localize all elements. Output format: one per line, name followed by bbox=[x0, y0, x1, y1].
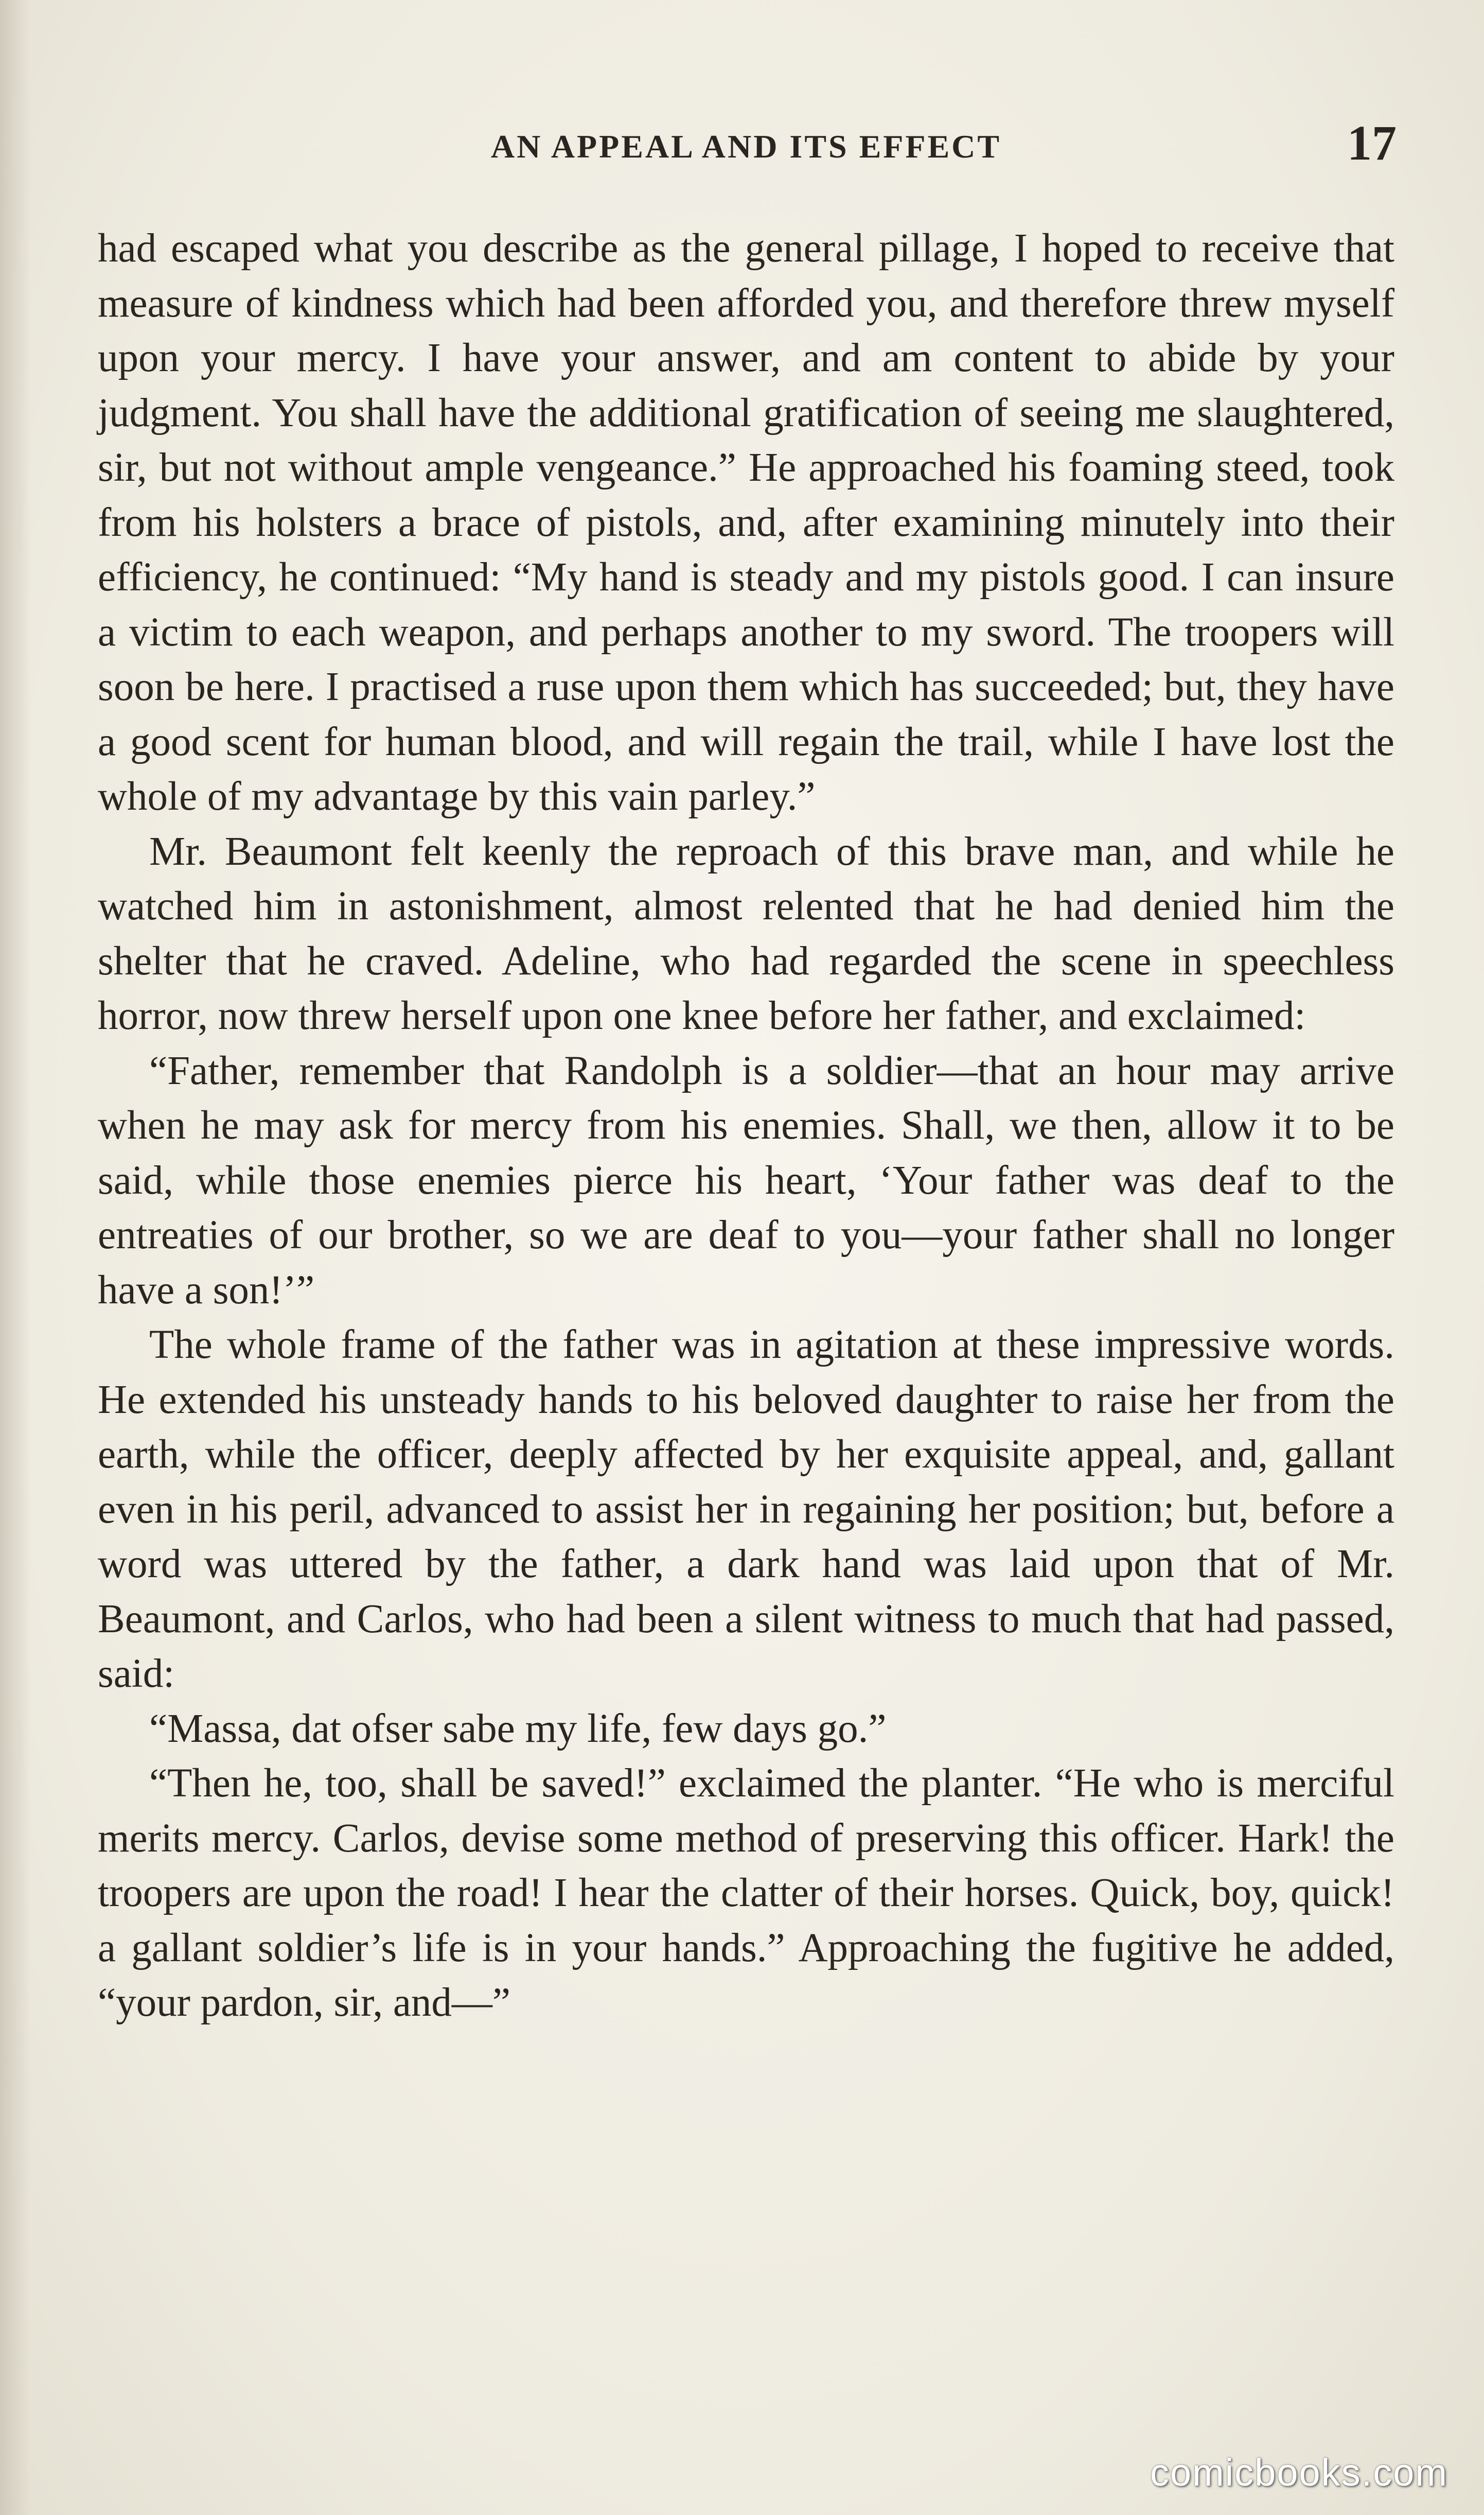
paragraph-1: had escaped what you describe as the general pillage, I hoped to receive that measure of kindness which had been afforded you, and therefore threw myself upon your mercy. I have your answer, and am content to abide by your judgment. You shall have the additional gratification of seeing me slaughtered, sir, but not without ample vengeance.” He approached his foaming steed, took from his holsters a brace of pistols, and, after examining minutely into their efficiency, he continued: “My hand is steady and my pistols good. I can insure a victim to each weapon, and perhaps another to my sword. The troopers will soon be here. I practised a ruse upon them which has succeeded; but, they have a good scent for human blood, and will regain the trail, while I have lost the whole of my advantage by this vain parley.” bbox=[98, 226, 1394, 819]
paragraph-4: The whole frame of the father was in agitation at these impressive words. He extended his unsteady hands to his beloved daughter to raise her from the earth, while the officer, deeply affected by her exquisite appeal, and, gallant even in his peril, advanced to assist her in regaining her position; but, before a word was uttered by the father, a dark hand was laid upon that of Mr. Beaumont, and Carlos, who had been a silent witness to much that had passed, said: bbox=[98, 1322, 1394, 1696]
paragraph-2: Mr. Beaumont felt keenly the reproach of this brave man, and while he watched him in astonishment, almost relented that he had denied him the shelter that he craved. Adeline, who had regarded the scene in speechless horror, now threw herself upon one knee before her father, and exclaimed: bbox=[98, 829, 1394, 1038]
watermark: comicbooks.com bbox=[1150, 2451, 1448, 2494]
binding-shadow bbox=[0, 0, 31, 2515]
paragraph-5: “Massa, dat ofser sabe my life, few days go.” bbox=[149, 1706, 887, 1751]
running-head: AN APPEAL AND ITS EFFECT bbox=[490, 128, 1002, 165]
body-text bbox=[98, 221, 1394, 2031]
page-number: 17 bbox=[1347, 115, 1397, 170]
paragraph-3: “Father, remember that Randolph is a soldier—that an hour may arrive when he may ask for mercy from his enemies. Shall, we then, allow it to be said, while those enemies pierce his heart, ‘Your father was deaf to the entreaties of our brother, so we are deaf to you—your father shall no longer have a son!’” bbox=[98, 1048, 1394, 1313]
paragraph-6: “Then he, too, shall be saved!” exclaimed the planter. “He who is merciful merits mercy. Carlos, devise some method of preserving this officer. Hark! the troopers are upon the road! I hear the clatter of their horses. Quick, boy, quick! a gallant soldier’s life is in your hands.” Approaching the fugitive he added, “your pardon, sir, and—” bbox=[98, 1761, 1394, 2025]
page-header bbox=[98, 115, 1397, 179]
